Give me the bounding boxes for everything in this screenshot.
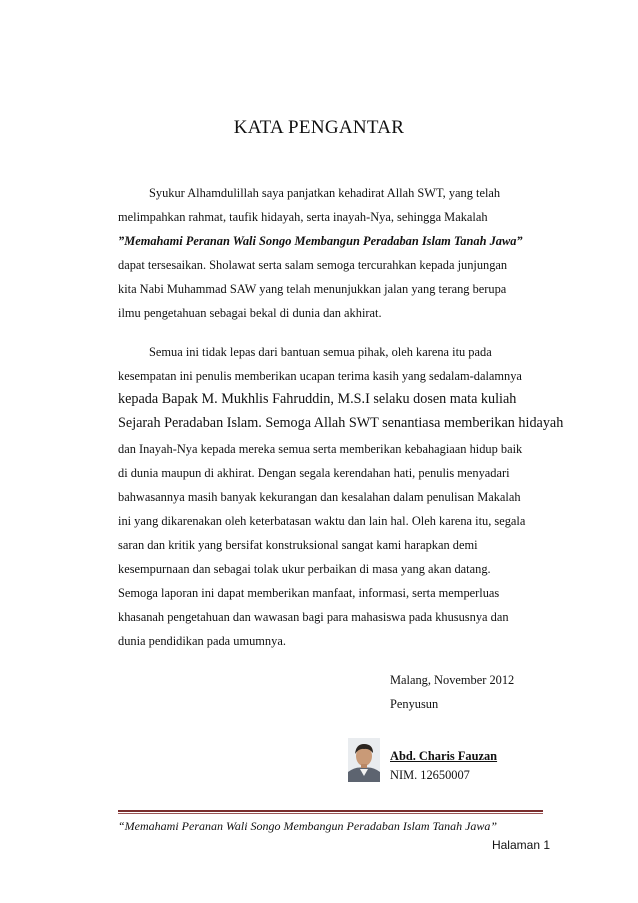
paragraph1-line: dapat tersesaikan. Sholawat serta salam semoga tercurahkan kepada junjungan — [118, 258, 508, 272]
place-date: Malang, November 2012 — [390, 673, 515, 687]
page-title: KATA PENGANTAR — [233, 117, 405, 138]
footer-divider-thin — [118, 813, 543, 814]
footer-running-title: “Memahami Peranan Wali Songo Membangun Peradaban Islam Tanah Jawa” — [118, 819, 498, 833]
page-number: Halaman 1 — [491, 838, 550, 852]
author-nim: NIM. 12650007 — [390, 768, 470, 782]
paragraph2-line: saran dan kritik yang bersifat konstruksional sangat kami harapkan demi — [118, 538, 478, 552]
paragraph1-line: Syukur Alhamdulillah saya panjatkan kehadirat Allah SWT, yang telah — [149, 186, 501, 200]
paragraph2-line: kesempurnaan dan sebagai tolak ukur perbaikan di masa yang akan datang. — [118, 562, 491, 576]
paragraph2-line: Semua ini tidak lepas dari bantuan semua pihak, oleh karena itu pada — [149, 345, 492, 359]
footer-divider — [118, 810, 543, 812]
paragraph2-line: bahwasannya masih banyak kekurangan dan kesalahan dalam penulisan Makalah — [118, 490, 521, 504]
paragraph1-line: ilmu pengetahuan sebagai bekal di dunia dan akhirat. — [118, 306, 382, 320]
author-role: Penyusun — [390, 697, 439, 711]
paragraph1-line: ”Memahami Peranan Wali Songo Membangun Peradaban Islam Tanah Jawa” — [118, 234, 523, 248]
paragraph2-line: dan Inayah-Nya kepada mereka semua serta memberikan kebahagiaan hidup baik — [118, 442, 523, 456]
paragraph2-line: kesempatan ini penulis memberikan ucapan terima kasih yang sedalam-dalamnya — [118, 369, 522, 383]
paragraph2-line: khasanah pengetahuan dan wawasan bagi para mahasiswa pada khususnya dan — [118, 610, 509, 624]
author-name: Abd. Charis Fauzan — [390, 749, 498, 763]
paragraph1-line: melimpahkan rahmat, taufik hidayah, serta inayah-Nya, sehingga Makalah — [118, 210, 488, 224]
paragraph2-line: Semoga laporan ini dapat memberikan manfaat, informasi, serta memperluas — [118, 586, 500, 600]
paragraph2-line: ini yang dikarenakan oleh keterbatasan waktu dan lain hal. Oleh karena itu, segala — [118, 514, 526, 528]
paragraph2-line: Sejarah Peradaban Islam. Semoga Allah SWT senantiasa memberikan hidayah — [118, 415, 564, 431]
paragraph2-line: di dunia maupun di akhirat. Dengan segala kerendahan hati, penulis menyadari — [118, 466, 510, 480]
paragraph2-line: dunia pendidikan pada umumnya. — [118, 634, 286, 648]
paragraph1-line: kita Nabi Muhammad SAW yang telah menunjukkan jalan yang terang berupa — [118, 282, 507, 296]
paragraph2-line: kepada Bapak M. Mukhlis Fahruddin, M.S.I selaku dosen mata kuliah — [118, 391, 517, 407]
author-photo — [348, 738, 380, 782]
